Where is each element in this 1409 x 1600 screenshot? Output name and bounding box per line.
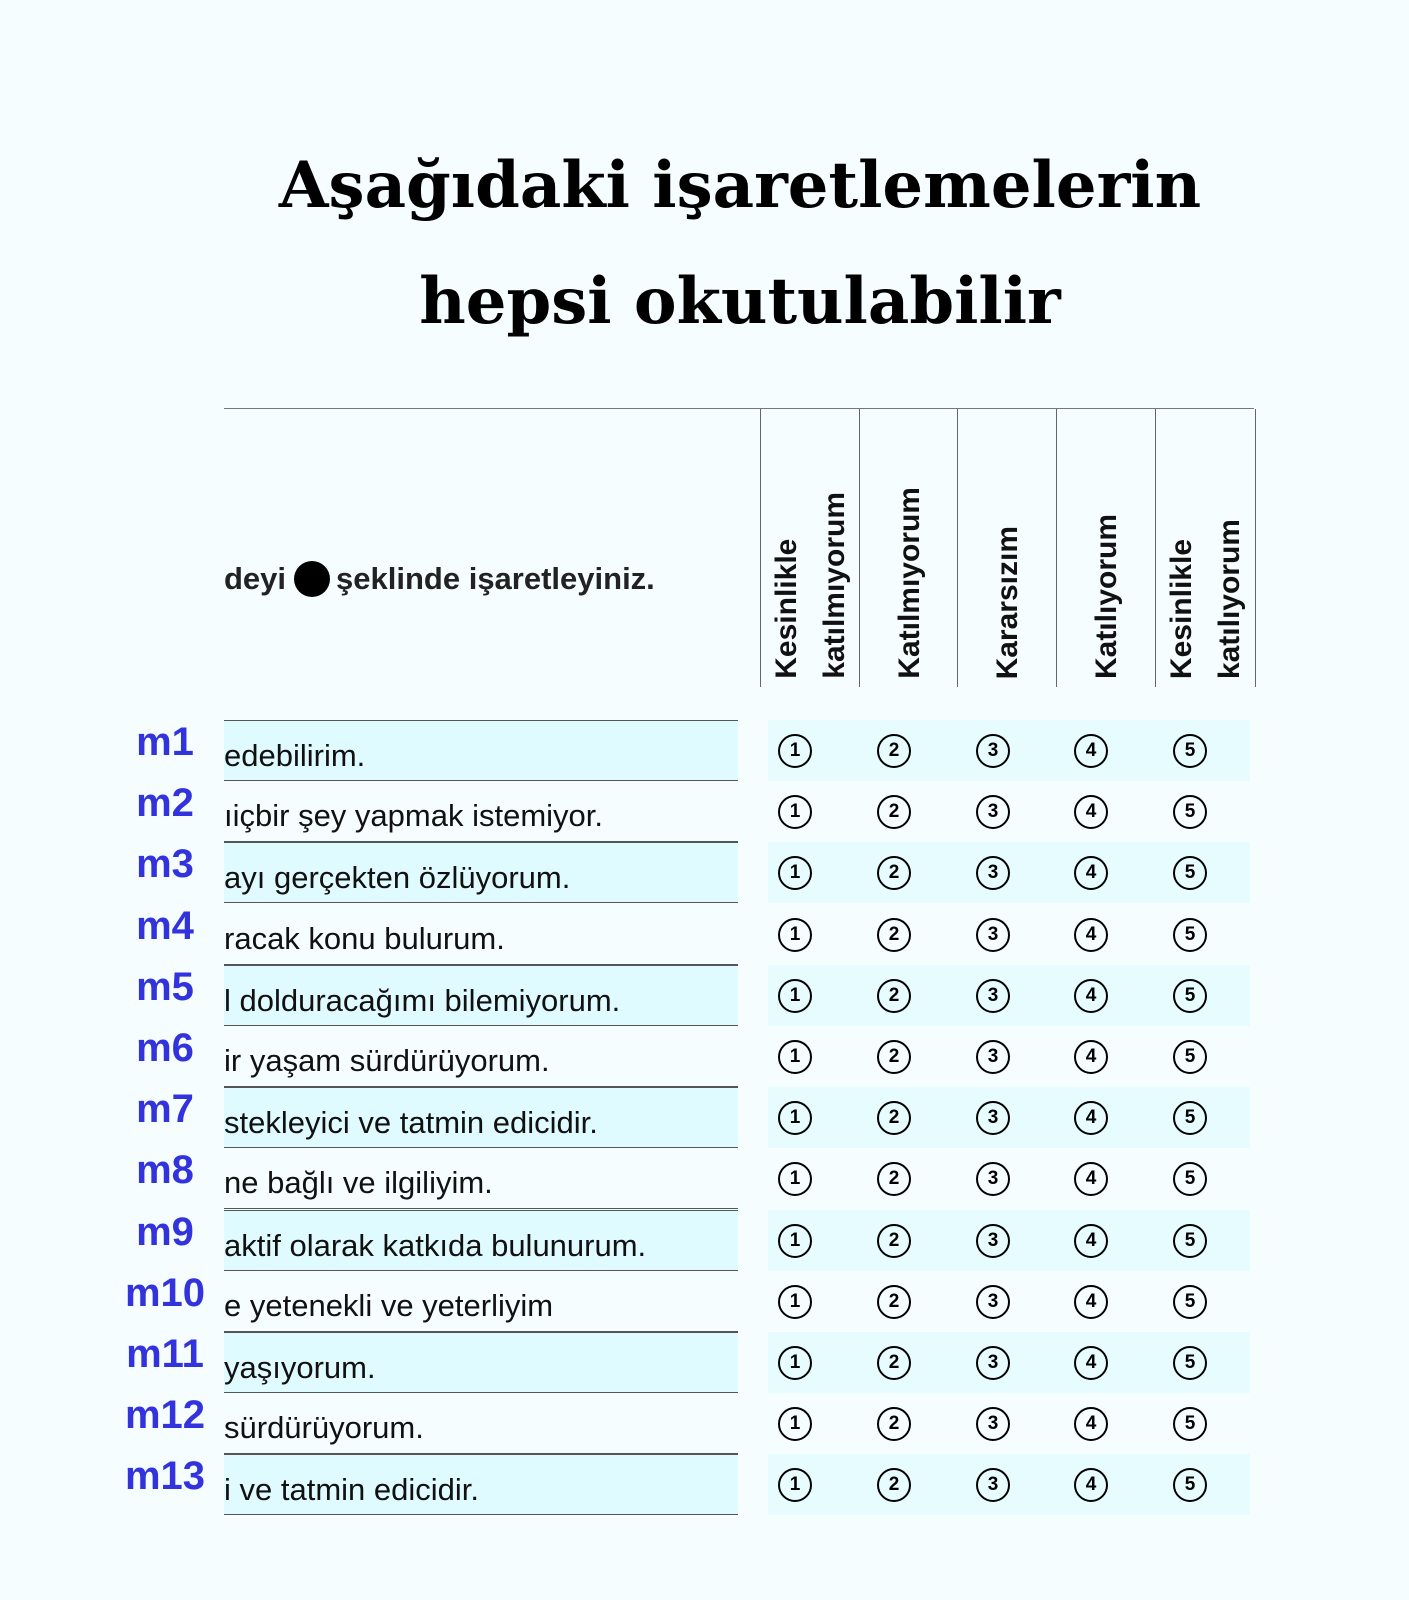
answer-bubble-2[interactable]: 2 [877,1285,911,1319]
answer-bubble-1[interactable]: 1 [778,1407,812,1441]
answer-bubble-3[interactable]: 3 [976,856,1010,890]
statement-text: yaşıyorum. [224,1350,376,1385]
row-label: m13 [124,1454,206,1499]
statement-text: e yetenekli ve yeterliyim [224,1287,554,1323]
statement-cell [224,842,738,903]
answer-bubble-1[interactable]: 1 [778,1040,812,1074]
column-header-text: Katılıyorum [1089,513,1123,679]
answer-bubble-2[interactable]: 2 [877,1346,911,1380]
answer-bubble-3[interactable]: 3 [976,1285,1010,1319]
answer-bubble-4[interactable]: 4 [1074,1407,1108,1441]
answer-bubble-3[interactable]: 3 [976,1162,1010,1196]
answer-bubble-1[interactable]: 1 [778,795,812,829]
row-label: m10 [124,1270,206,1315]
answer-bubble-2[interactable]: 2 [877,1468,911,1502]
statement-text: sürdürüyorum. [224,1410,424,1446]
answer-bubble-4[interactable]: 4 [1074,1468,1108,1502]
answer-bubble-2[interactable]: 2 [877,1040,911,1074]
column-header-label [761,492,860,679]
answer-bubble-3[interactable]: 3 [976,1224,1010,1258]
statement-cell [224,1454,738,1515]
answer-bubble-4[interactable]: 4 [1074,979,1108,1013]
row-label: m2 [136,781,194,826]
row-label: m3 [136,842,194,887]
statement-cell [224,1332,738,1393]
answer-bubble-1[interactable]: 1 [778,1285,812,1319]
statement-text: edebilirim. [224,738,366,773]
statement-cell [224,1087,738,1148]
answer-bubble-4[interactable]: 4 [1074,1285,1108,1319]
answer-bubble-5[interactable]: 5 [1173,795,1207,829]
answer-bubble-4[interactable]: 4 [1074,918,1108,952]
column-header-text: katılıyorum [1212,518,1246,679]
statement-text: l dolduracağımı bilemiyorum. [224,982,621,1018]
statement-cell [224,904,738,965]
answer-bubble-2[interactable]: 2 [877,1224,911,1258]
answer-bubble-3[interactable]: 3 [976,795,1010,829]
answer-bubble-2[interactable]: 2 [877,1162,911,1196]
answer-bubble-1[interactable]: 1 [778,734,812,768]
answer-bubble-5[interactable]: 5 [1173,856,1207,890]
filled-circle-icon [294,561,330,597]
answer-bubble-2[interactable]: 2 [877,979,911,1013]
page-title [0,128,1409,360]
statement-cell [224,1271,738,1332]
answer-bubble-4[interactable]: 4 [1074,795,1108,829]
answer-bubble-1[interactable]: 1 [778,918,812,952]
answer-bubble-1[interactable]: 1 [778,1346,812,1380]
answer-bubble-2[interactable]: 2 [877,856,911,890]
answer-bubble-5[interactable]: 5 [1173,1040,1207,1074]
row-label: m8 [136,1148,194,1193]
column-header-label [1156,519,1255,679]
statement-cell [224,1148,738,1209]
answer-bubble-4[interactable]: 4 [1074,1040,1108,1074]
answer-bubble-5[interactable]: 5 [1173,1407,1207,1441]
instruction [224,557,655,601]
answer-bubble-1[interactable]: 1 [778,1101,812,1135]
answer-bubble-2[interactable]: 2 [877,734,911,768]
answer-bubble-5[interactable]: 5 [1173,1468,1207,1502]
row-label: m1 [136,720,194,764]
answer-bubble-3[interactable]: 3 [976,979,1010,1013]
row-label: m4 [136,903,194,948]
statement-cell [224,1393,738,1454]
statement-cell [224,965,738,1026]
answer-bubble-5[interactable]: 5 [1173,1101,1207,1135]
answer-bubble-3[interactable]: 3 [976,1346,1010,1380]
column-header-text: Katılmıyorum [892,487,926,679]
column-header-4 [1056,409,1156,687]
title-line-1: Aşağıdaki işaretlemelerin [278,148,1202,223]
statement-cell [224,720,738,781]
answer-bubble-3[interactable]: 3 [976,918,1010,952]
column-header-1 [760,409,860,687]
answer-bubble-4[interactable]: 4 [1074,856,1108,890]
answer-bubble-3[interactable]: 3 [976,1101,1010,1135]
row-label: m11 [126,1332,204,1376]
column-header-3 [957,409,1057,687]
instruction-before: deyi [224,561,287,596]
row-label: m5 [136,964,194,1009]
answer-bubble-1[interactable]: 1 [778,1468,812,1502]
answer-bubble-3[interactable]: 3 [976,734,1010,768]
answer-bubble-2[interactable]: 2 [877,795,911,829]
answer-bubble-3[interactable]: 3 [976,1407,1010,1441]
statement-text: aktif olarak katkıda bulunurum. [224,1227,647,1263]
column-header-text: Kesinlikle [769,538,803,679]
statement-text: stekleyici ve tatmin edicidir. [224,1105,598,1141]
answer-bubble-4[interactable]: 4 [1074,1101,1108,1135]
column-header-5 [1155,409,1256,687]
answer-bubble-2[interactable]: 2 [877,918,911,952]
answer-bubble-4[interactable]: 4 [1074,734,1108,768]
answer-bubble-5[interactable]: 5 [1173,979,1207,1013]
statement-text: ıiçbir şey yapmak istemiyor. [224,798,603,834]
column-header-text: katılmıyorum [817,492,851,679]
instruction-after: şeklinde işaretleyiniz. [336,561,655,596]
statement-text: ayı gerçekten özlüyorum. [224,860,571,896]
answer-bubble-3[interactable]: 3 [976,1040,1010,1074]
answer-bubble-2[interactable]: 2 [877,1101,911,1135]
answer-bubble-1[interactable]: 1 [778,979,812,1013]
answer-bubble-5[interactable]: 5 [1173,1224,1207,1258]
answer-bubble-3[interactable]: 3 [976,1468,1010,1502]
answer-bubble-5[interactable]: 5 [1173,1162,1207,1196]
column-header-label [958,526,1057,679]
answer-bubble-1[interactable]: 1 [778,1162,812,1196]
answer-bubble-4[interactable]: 4 [1074,1162,1108,1196]
column-header-text: Kesinlikle [1164,538,1198,679]
row-label: m12 [124,1393,206,1438]
answer-bubble-1[interactable]: 1 [778,1224,812,1258]
statement-text: ir yaşam sürdürüyorum. [224,1043,550,1078]
statement-cell [224,781,738,842]
statement-text: racak konu bulurum. [224,920,505,956]
answer-bubble-5[interactable]: 5 [1173,918,1207,952]
column-header-label [860,487,959,679]
answer-bubble-1[interactable]: 1 [778,856,812,890]
row-label: m6 [136,1026,194,1070]
column-header-2 [859,409,959,687]
statement-text: i ve tatmin edicidir. [224,1472,479,1508]
statement-cell [224,1026,738,1087]
answer-bubble-2[interactable]: 2 [877,1407,911,1441]
answer-bubble-5[interactable]: 5 [1173,1346,1207,1380]
answer-bubble-4[interactable]: 4 [1074,1346,1108,1380]
answer-bubble-5[interactable]: 5 [1173,734,1207,768]
statement-text: ne bağlı ve ilgiliyim. [224,1165,493,1201]
column-header-label [1057,514,1156,679]
row-label: m9 [136,1209,194,1254]
column-header-text: Kararsızım [990,525,1024,679]
row-label: m7 [136,1087,194,1132]
title-line-2: hepsi okutulabilir [419,264,1061,339]
answer-bubble-5[interactable]: 5 [1173,1285,1207,1319]
statement-cell [224,1210,738,1271]
answer-bubble-4[interactable]: 4 [1074,1224,1108,1258]
